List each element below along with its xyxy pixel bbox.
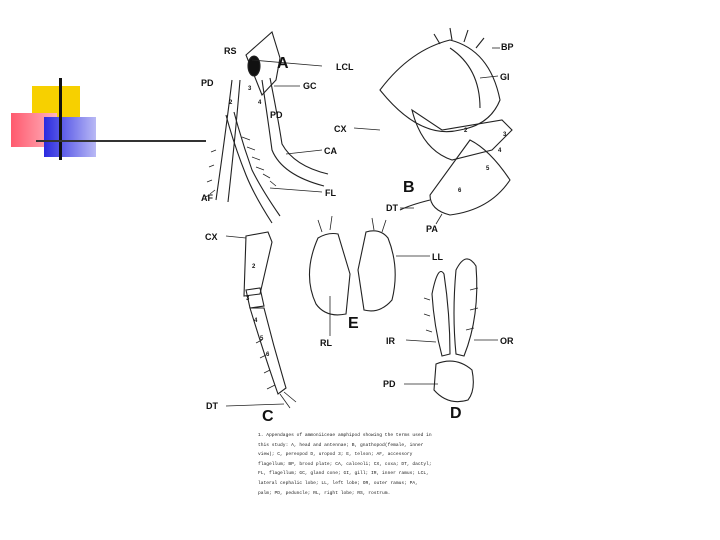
panel-a-drawing: [205, 32, 328, 223]
panel-c-drawing: [226, 232, 296, 408]
label-ir: IR: [386, 336, 395, 346]
panel-b-drawing: [354, 28, 512, 224]
segment-number: 5: [486, 166, 490, 172]
segment-number: 4: [254, 318, 258, 324]
label-dt-c: DT: [206, 401, 218, 411]
label-fl: FL: [325, 188, 336, 198]
caption-line: 1. Appendages of ammoniiceae amphipod showing the terms used in: [258, 433, 432, 438]
panel-d-drawing: [404, 259, 498, 402]
label-dt-b: DT: [386, 203, 398, 213]
panel-letter-a: A: [277, 55, 289, 72]
figure-caption: [258, 431, 468, 498]
segment-number: 2: [252, 264, 256, 270]
segment-number: 4: [498, 148, 502, 154]
segment-number: 3: [248, 86, 252, 92]
segment-number: 3: [246, 296, 250, 302]
panel-letter-d: D: [450, 405, 462, 422]
label-lcl: LCL: [336, 62, 354, 72]
panel-letter-c: C: [262, 408, 274, 425]
label-cx-b: CX: [334, 124, 347, 134]
caption-line: view); C, pereopod D, uropod 3; E, telson; AF, accessory: [258, 452, 413, 458]
label-pd-a: PD: [201, 78, 214, 88]
segment-number: 3: [503, 132, 507, 138]
label-gi: GI: [500, 72, 510, 82]
segment-number: 6: [458, 188, 462, 194]
segment-number: 6: [266, 352, 270, 358]
label-pd-d: PD: [383, 379, 396, 389]
label-af: AF: [201, 193, 213, 203]
caption-line: this study: A, head and antennae; B, gnathopod(female, inner: [258, 442, 424, 448]
caption-line: FL, flagellum; GC, gland cone; GI, gill; IR, inner ramus; LCL,: [258, 471, 429, 477]
segment-number: 2: [464, 128, 468, 134]
label-rl: RL: [320, 338, 332, 348]
caption-line: palm; PD, peduncle; RL, right lobe; RS, rostrum.: [258, 490, 391, 496]
caption-line: flagellum; BP, brood plate; CA, calceoli; CX, coxa; DT, dactyl;: [258, 461, 432, 467]
label-ll: LL: [432, 252, 443, 262]
segment-number: 2: [229, 100, 233, 106]
label-or: OR: [500, 336, 514, 346]
label-ca: CA: [324, 146, 337, 156]
label-rs: RS: [224, 46, 237, 56]
label-bp: BP: [501, 42, 514, 52]
segment-number: 5: [260, 336, 264, 342]
segment-number: 4: [258, 100, 262, 106]
panel-e-drawing: [309, 216, 430, 336]
panel-letter-b: B: [403, 179, 415, 196]
panel-letter-e: E: [348, 315, 359, 332]
label-gc: GC: [303, 81, 317, 91]
label-pd-a2: PD: [270, 110, 283, 120]
label-cx-c: CX: [205, 232, 218, 242]
caption-line: lateral cephalic lobe; LL, left lobe; OR, outer ramus; PA,: [258, 480, 418, 486]
label-pa: PA: [426, 224, 438, 234]
